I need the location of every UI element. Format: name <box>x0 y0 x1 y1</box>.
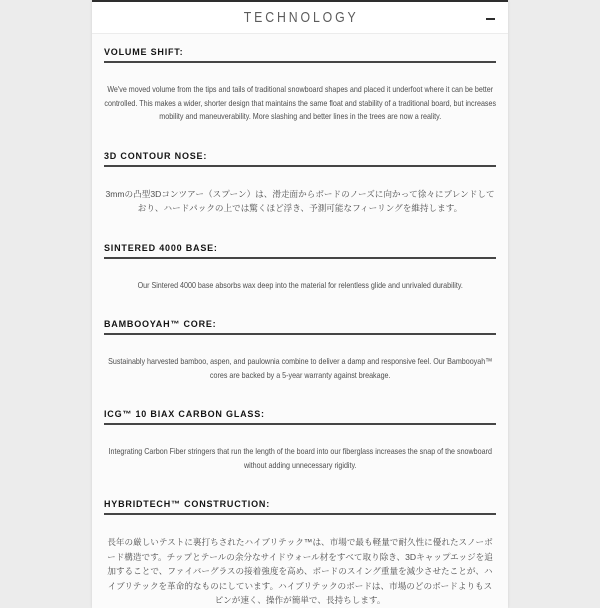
section-body: Sustainably harvested bamboo, aspen, and paulownia combine to deliver a damp and responsive feel. Our Bambooyah™ cores are backed by a 5-year warranty against breakage. <box>107 356 493 380</box>
section-heading: BAMBOOYAH™ CORE: <box>104 319 496 335</box>
technology-content <box>92 34 508 608</box>
tech-section-volume-shift <box>104 47 496 124</box>
tech-section-sintered-4000-base <box>104 243 496 293</box>
section-heading: 3D CONTOUR NOSE: <box>104 151 496 167</box>
section-heading: ICG™ 10 BIAX CARBON GLASS: <box>104 409 496 425</box>
technology-panel <box>92 0 508 608</box>
accordion-title: TECHNOLOGY <box>244 9 359 26</box>
tech-section-3d-contour-nose <box>104 151 496 216</box>
tech-section-hybridtech-construction <box>104 499 496 608</box>
section-body: Integrating Carbon Fiber stringers that run the length of the board into our fiberglass increases the snap of the snowboard without adding unnecessary rigidity. <box>108 446 492 470</box>
section-body: 長年の厳しいテストに裏打ちされたハイブリテック™は、市場で最も軽量で耐久性に優れたスノーボード構造です。チップとテールの余分なサイドウォール材をすべて取り除き、3Dキャップエッジを追加することで、ファイバーグラスの接着強度を高め、ボードのスイング重量を減少させたことが、ハイブリテックを革命的なものにしています。ハイブリテックのボードは、市場のどのボードよりもスピンが速く、操作が簡単で、長持ちします。 <box>107 537 493 605</box>
section-heading: SINTERED 4000 BASE: <box>104 243 496 259</box>
tech-section-bambooyah-core <box>104 319 496 382</box>
section-body: We've moved volume from the tips and tails of traditional snowboard shapes and placed it underfoot where it can be better controlled. This makes a wider, shorter design that maintains the same float and stability of a traditional board, but increases mobility and maneuverability. More slashing and better lines in the trees are now a reality. <box>104 84 496 121</box>
tech-section-icg-10-biax-carbon-glass <box>104 409 496 472</box>
section-heading: VOLUME SHIFT: <box>104 47 496 63</box>
technology-accordion-header[interactable] <box>92 0 508 34</box>
section-heading: HYBRIDTECH™ CONSTRUCTION: <box>104 499 496 515</box>
section-body: Our Sintered 4000 base absorbs wax deep into the material for relentless glide and unrivaled durability. <box>137 279 463 290</box>
collapse-minus-icon[interactable] <box>486 18 495 20</box>
section-body: 3mmの凸型3Dコンツアー（スプーン）は、滑走面からボードのノーズに向かって徐々にブレンドしており、ハードパックの上では驚くほど浮き、予測可能なフィーリングを維持します。 <box>105 188 495 213</box>
